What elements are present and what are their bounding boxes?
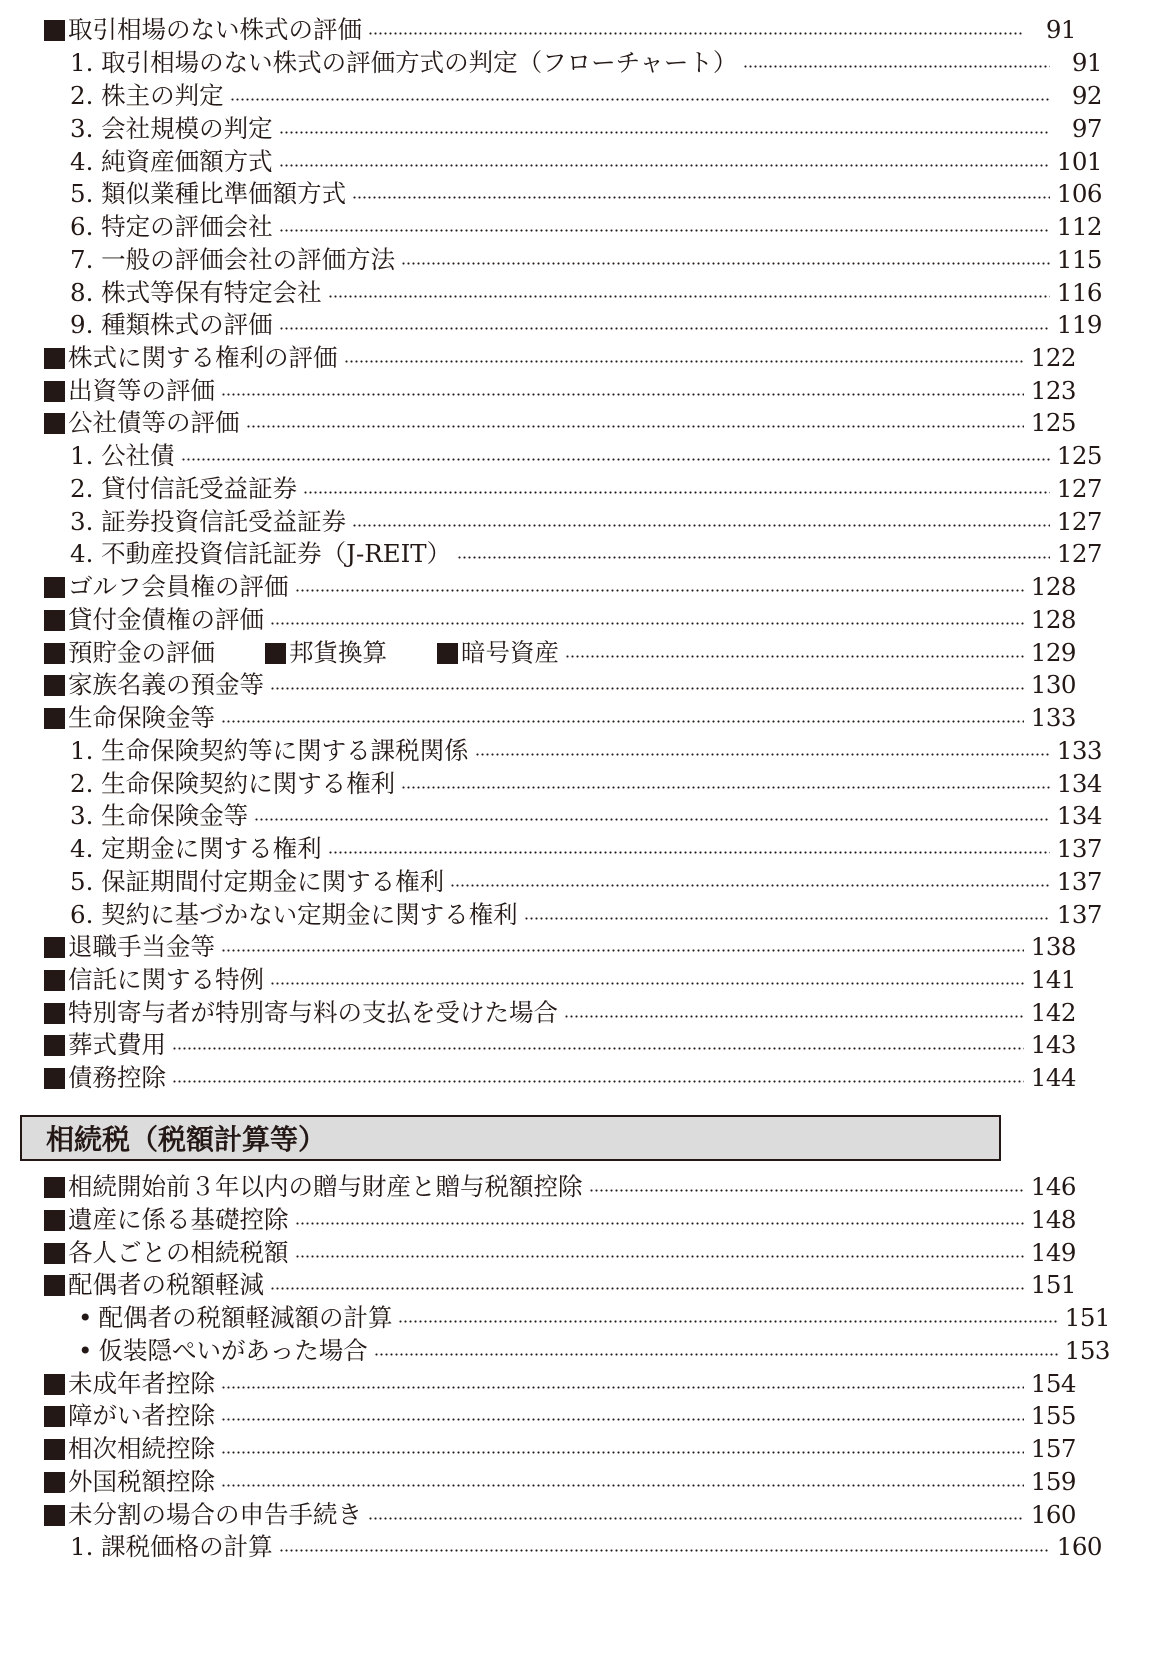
page-number: 122	[1030, 343, 1076, 372]
dot-leader	[401, 786, 1050, 789]
toc-subentry[interactable]: 4. 定期金に関する権利 137	[0, 832, 1146, 866]
toc-entry[interactable]: 取引相場のない株式の評価 91	[0, 13, 1120, 47]
toc-entry[interactable]: 退職手当金等 138	[0, 930, 1120, 964]
toc-entry[interactable]: 出資等の評価 123	[0, 374, 1120, 408]
dot-leader	[172, 1080, 1024, 1083]
page-number: 160	[1056, 1532, 1102, 1561]
toc-subentry[interactable]: 1. 取引相場のない株式の評価方式の判定（フローチャート） 91	[0, 46, 1146, 80]
dot-leader	[279, 131, 1050, 134]
page-number: 91	[1045, 15, 1076, 44]
dot-leader	[221, 1386, 1024, 1389]
toc-subentry[interactable]: • 仮装隠ぺいがあった場合 153	[0, 1334, 1154, 1368]
dot-leader	[589, 1189, 1025, 1192]
square-bullet-icon	[44, 643, 65, 664]
toc-subentry[interactable]: 1. 生命保険契約等に関する課税関係 133	[0, 734, 1146, 768]
dot-leader	[743, 65, 1050, 68]
dot-leader	[270, 1287, 1024, 1290]
toc-subentry[interactable]: 6. 契約に基づかない定期金に関する権利 137	[0, 898, 1146, 932]
dot-leader	[221, 1418, 1024, 1421]
page-number: 159	[1030, 1467, 1076, 1496]
toc-entry[interactable]: 未分割の場合の申告手続き 160	[0, 1498, 1120, 1532]
square-bullet-icon	[44, 1439, 65, 1460]
square-bullet-icon	[437, 643, 458, 664]
dot-leader	[295, 589, 1025, 592]
dot-leader	[279, 1549, 1050, 1552]
square-bullet-icon	[44, 381, 65, 402]
toc-subentry[interactable]: 3. 証券投資信託受益証券 127	[0, 505, 1146, 539]
page-number: 134	[1056, 801, 1102, 830]
dot-leader	[230, 98, 1050, 101]
toc-subentry[interactable]: 8. 株式等保有特定会社 116	[0, 276, 1146, 310]
toc-subentry[interactable]: 3. 生命保険金等 134	[0, 799, 1146, 833]
square-bullet-icon	[44, 970, 65, 991]
square-bullet-icon	[44, 610, 65, 631]
page-number: 101	[1056, 147, 1102, 176]
page-number: 154	[1030, 1369, 1076, 1398]
dot-leader	[221, 949, 1024, 952]
dot-leader	[565, 655, 1024, 658]
toc-subentry[interactable]: 9. 種類株式の評価 119	[0, 308, 1146, 342]
page-number: 155	[1030, 1401, 1076, 1430]
square-bullet-icon	[44, 1035, 65, 1056]
toc-entry[interactable]: 預貯金の評価 邦貨換算 暗号資産 129	[0, 636, 1120, 670]
square-bullet-icon	[44, 1275, 65, 1296]
dot-leader	[475, 753, 1050, 756]
bullet-icon: •	[78, 1336, 93, 1365]
toc-entry[interactable]: 未成年者控除 154	[0, 1367, 1120, 1401]
square-bullet-icon	[44, 20, 65, 41]
dot-leader	[295, 1255, 1025, 1258]
page-number: 115	[1056, 245, 1102, 274]
toc-entry[interactable]: 葬式費用 143	[0, 1028, 1120, 1062]
dot-leader	[279, 229, 1050, 232]
square-bullet-icon	[44, 1177, 65, 1198]
dot-leader	[221, 720, 1024, 723]
square-bullet-icon	[44, 1243, 65, 1264]
dot-leader	[328, 851, 1050, 854]
page-number: 137	[1056, 900, 1102, 929]
page-number: 112	[1056, 212, 1102, 241]
toc-entry[interactable]: 特別寄与者が特別寄与料の支払を受けた場合 142	[0, 996, 1120, 1030]
page-number: 130	[1030, 670, 1076, 699]
toc-subentry[interactable]: 3. 会社規模の判定 97	[0, 112, 1146, 146]
square-bullet-icon	[44, 675, 65, 696]
dot-leader	[352, 196, 1050, 199]
toc-subentry[interactable]: 5. 類似業種比準価額方式 106	[0, 177, 1146, 211]
square-bullet-icon	[44, 1472, 65, 1493]
page-number: 133	[1056, 736, 1102, 765]
page-number: 128	[1030, 605, 1076, 634]
dot-leader	[270, 687, 1024, 690]
toc-entry[interactable]: 各人ごとの相続税額 149	[0, 1236, 1120, 1270]
square-bullet-icon	[44, 1406, 65, 1427]
toc-subentry[interactable]: 5. 保証期間付定期金に関する権利 137	[0, 865, 1146, 899]
dot-leader	[368, 32, 1024, 35]
toc-entry[interactable]: 相続開始前３年以内の贈与財産と贈与税額控除 146	[0, 1170, 1120, 1204]
page-number: 92	[1071, 81, 1102, 110]
dot-leader	[564, 1015, 1024, 1018]
toc-subentry[interactable]: 4. 不動産投資信託証券（J-REIT） 127	[0, 537, 1146, 571]
dot-leader	[221, 1484, 1024, 1487]
page-number: 129	[1030, 638, 1076, 667]
page-number: 142	[1030, 998, 1076, 1027]
page-number: 151	[1030, 1270, 1076, 1299]
square-bullet-icon	[44, 1505, 65, 1526]
toc-entry[interactable]: 貸付金債権の評価 128	[0, 603, 1120, 637]
dot-leader	[457, 556, 1050, 559]
dot-leader	[181, 458, 1050, 461]
dot-leader	[328, 295, 1050, 298]
square-bullet-icon	[44, 348, 65, 369]
toc-entry[interactable]: 外国税額控除 159	[0, 1465, 1120, 1499]
toc-subentry[interactable]: 1. 公社債 125	[0, 439, 1146, 473]
page-number: 91	[1071, 48, 1102, 77]
toc-entry[interactable]: 遺産に係る基礎控除 148	[0, 1203, 1120, 1237]
square-bullet-icon	[44, 708, 65, 729]
page-number: 125	[1030, 408, 1076, 437]
square-bullet-icon	[44, 413, 65, 434]
page-number: 127	[1056, 507, 1102, 536]
page-number: 151	[1064, 1303, 1110, 1332]
square-bullet-icon	[44, 1003, 65, 1024]
page-number: 153	[1064, 1336, 1110, 1365]
page-number: 143	[1030, 1030, 1076, 1059]
square-bullet-icon	[44, 577, 65, 598]
toc-entry[interactable]: 配偶者の税額軽減 151	[0, 1268, 1120, 1302]
dot-leader	[270, 622, 1024, 625]
page-number: 146	[1030, 1172, 1076, 1201]
dot-leader	[172, 1047, 1024, 1050]
toc-entry[interactable]: 生命保険金等 133	[0, 701, 1120, 735]
page-number: 97	[1071, 114, 1102, 143]
dot-leader	[450, 884, 1050, 887]
page-number: 141	[1030, 965, 1076, 994]
page-number: 123	[1030, 376, 1076, 405]
toc-entry[interactable]: 障がい者控除 155	[0, 1399, 1120, 1433]
toc-subentry[interactable]: • 配偶者の税額軽減額の計算 151	[0, 1301, 1154, 1335]
toc-subentry[interactable]: 2. 貸付信託受益証券 127	[0, 472, 1146, 506]
dot-leader	[279, 327, 1050, 330]
page-number: 128	[1030, 572, 1076, 601]
square-bullet-icon	[44, 1068, 65, 1089]
page-number: 134	[1056, 769, 1102, 798]
toc-entry[interactable]: ゴルフ会員権の評価 128	[0, 570, 1120, 604]
page-number: 137	[1056, 867, 1102, 896]
dot-leader	[401, 262, 1050, 265]
dot-leader	[221, 393, 1024, 396]
page-number: 119	[1056, 310, 1102, 339]
toc-entry[interactable]: 家族名義の預金等 130	[0, 668, 1120, 702]
square-bullet-icon	[44, 1374, 65, 1395]
toc-subentry[interactable]: 4. 純資産価額方式 101	[0, 145, 1146, 179]
toc-subentry[interactable]: 6. 特定の評価会社 112	[0, 210, 1146, 244]
page-number: 137	[1056, 834, 1102, 863]
dot-leader	[246, 425, 1025, 428]
page-number: 148	[1030, 1205, 1076, 1234]
dot-leader	[368, 1517, 1024, 1520]
toc-subentry[interactable]: 1. 課税価格の計算 160	[0, 1530, 1146, 1564]
page-number: 138	[1030, 932, 1076, 961]
dot-leader	[344, 360, 1025, 363]
square-bullet-icon	[265, 643, 286, 664]
dot-leader	[279, 164, 1050, 167]
page-number: 149	[1030, 1238, 1076, 1267]
toc-entry[interactable]: 株式に関する権利の評価 122	[0, 341, 1120, 375]
toc-subentry[interactable]: 7. 一般の評価会社の評価方法 115	[0, 243, 1146, 277]
page-number: 160	[1030, 1500, 1076, 1529]
page-number: 125	[1056, 441, 1102, 470]
toc-entry[interactable]: 債務控除 144	[0, 1061, 1120, 1095]
toc-entry[interactable]: 公社債等の評価 125	[0, 406, 1120, 440]
dot-leader	[270, 982, 1024, 985]
toc-subentry[interactable]: 2. 株主の判定 92	[0, 79, 1146, 113]
dot-leader	[221, 1451, 1024, 1454]
page-number: 144	[1030, 1063, 1076, 1092]
page-number: 157	[1030, 1434, 1076, 1463]
dot-leader	[374, 1353, 1058, 1356]
dot-leader	[524, 917, 1050, 920]
square-bullet-icon	[44, 937, 65, 958]
section-heading: 相続税（税額計算等）	[20, 1115, 1001, 1161]
bullet-icon: •	[78, 1303, 93, 1332]
page-number: 133	[1030, 703, 1076, 732]
page-number: 127	[1056, 474, 1102, 503]
dot-leader	[254, 818, 1050, 821]
page-number: 116	[1056, 278, 1102, 307]
dot-leader	[303, 491, 1050, 494]
page-number: 106	[1056, 179, 1102, 208]
dot-leader	[295, 1222, 1025, 1225]
page-number: 127	[1056, 539, 1102, 568]
toc-subentry[interactable]: 2. 生命保険契約に関する権利 134	[0, 767, 1146, 801]
dot-leader	[352, 524, 1050, 527]
dot-leader	[398, 1320, 1058, 1323]
toc-entry[interactable]: 相次相続控除 157	[0, 1432, 1120, 1466]
square-bullet-icon	[44, 1210, 65, 1231]
toc-entry[interactable]: 信託に関する特例 141	[0, 963, 1120, 997]
